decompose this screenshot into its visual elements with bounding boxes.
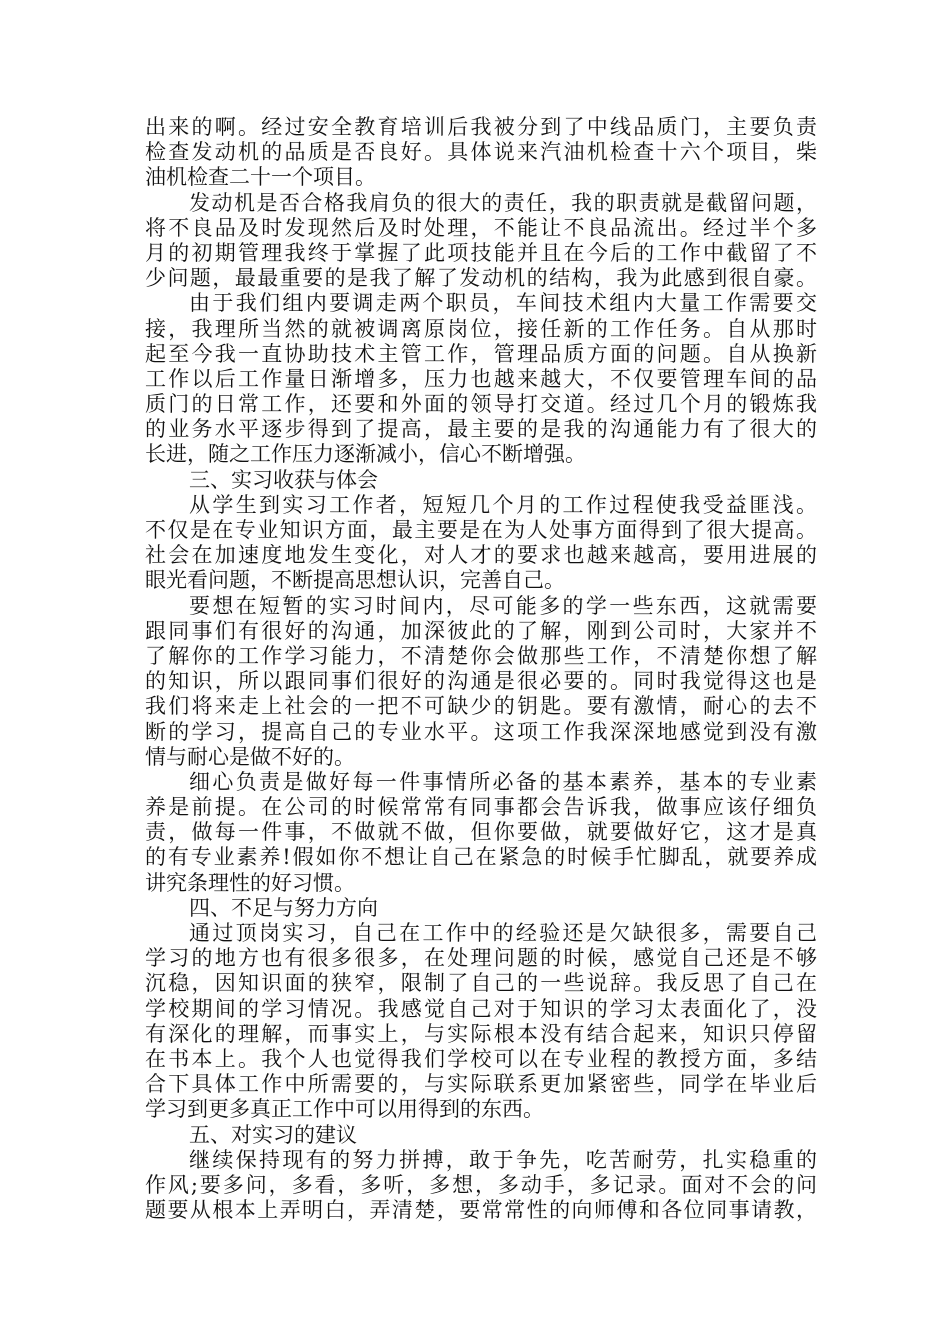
text-line: 继续保持现有的努力拼搏，敢于争先，吃苦耐劳，扎实稳重的: [189, 1147, 817, 1172]
text-line: 的业务水平逐步得到了提高，最主要的是我的沟通能力有了很大的: [145, 417, 817, 442]
text-line: 质门的日常工作，还要和外面的领导打交道。经过几个月的锻炼我: [145, 392, 817, 417]
text-line: 三、实习收获与体会: [189, 467, 378, 492]
text-line: 眼光看问题，不断提高思想认识，完善自己。: [145, 568, 565, 593]
text-line: 学校期间的学习情况。我感觉自己对于知识的学习太表面化了，没: [145, 996, 817, 1021]
text-line: 的有专业素养!假如你不想让自己在紧急的时候手忙脚乱，就要养成: [145, 845, 817, 870]
text-line: 接，我理所当然的就被调离原岗位，接任新的工作任务。自从那时: [145, 316, 817, 341]
text-line: 将不良品及时发现然后及时处理，不能让不良品流出。经过半个多: [145, 215, 817, 240]
text-line: 发动机是否合格我肩负的很大的责任，我的职责就是截留问题，: [189, 190, 817, 215]
text-line: 有深化的理解，而事实上，与实际根本没有结合起来，知识只停留: [145, 1021, 817, 1046]
text-line: 学习的地方也有很多很多，在处理问题的时候，感觉自己还是不够: [145, 946, 817, 971]
text-line: 题要从根本上弄明白，弄清楚，要常常性的向师傅和各位同事请教，: [145, 1198, 817, 1223]
text-line: 学习到更多真正工作中可以用得到的东西。: [145, 1097, 544, 1122]
text-line: 起至今我一直协助技术主管工作，管理品质方面的问题。自从换新: [145, 341, 817, 366]
text-line: 讲究条理性的好习惯。: [145, 870, 355, 895]
text-line: 情与耐心是做不好的。: [145, 744, 355, 769]
text-line: 工作以后工作量日渐增多，压力也越来越大，不仅要管理车间的品: [145, 366, 817, 391]
text-line: 不仅是在专业知识方面，最主要是在为人处事方面得到了很大提高。: [145, 518, 817, 542]
text-line: 检查发动机的品质是否良好。具体说来汽油机检查十六个项目，柴: [145, 140, 817, 165]
text-line: 在书本上。我个人也觉得我们学校可以在专业程的教授方面，多结: [145, 1046, 817, 1071]
text-line: 出来的啊。经过安全教育培训后我被分到了中线品质门，主要负责: [145, 115, 817, 139]
text-line: 少问题，最最重要的是我了解了发动机的结构，我为此感到很自豪。: [145, 266, 817, 291]
text-line: 通过顶岗实习，自己在工作中的经验还是欠缺很多，需要自己: [189, 921, 817, 945]
text-line: 要想在短暂的实习时间内，尽可能多的学一些东西，这就需要: [189, 593, 817, 618]
text-line: 断的学习，提高自己的专业水平。这项工作我深深地感觉到没有激: [145, 719, 817, 744]
text-line: 合下具体工作中所需要的，与实际联系更加紧密些，同学在毕业后: [145, 1072, 817, 1097]
text-line: 了解你的工作学习能力，不清楚你会做那些工作，不清楚你想了解: [145, 643, 817, 668]
text-line: 五、对实习的建议: [189, 1122, 357, 1147]
text-line: 的知识，所以跟同事们很好的沟通是很必要的。同时我觉得这也是: [145, 669, 817, 694]
text-line: 责，做每一件事，不做就不做，但你要做，就要做好它，这才是真: [145, 820, 817, 845]
text-line: 四、不足与努力方向: [189, 895, 378, 920]
text-line: 月的初期管理我终于掌握了此项技能并且在今后的工作中截留了不: [145, 240, 817, 265]
text-line: 我们将来走上社会的一把不可缺少的钥匙。要有激情，耐心的去不: [145, 694, 817, 719]
text-line: 跟同事们有很好的沟通，加深彼此的了解，刚到公司时，大家并不: [145, 618, 817, 643]
text-line: 油机检查二十一个项目。: [145, 165, 376, 190]
document-page: [145, 115, 817, 1223]
text-line: 从学生到实习工作者，短短几个月的工作过程使我受益匪浅。: [189, 492, 817, 517]
text-line: 作风;要多问，多看，多听，多想，多动手，多记录。面对不会的问: [145, 1172, 817, 1197]
text-line: 细心负责是做好每一件事情所必备的基本素养，基本的专业素: [189, 769, 817, 794]
text-line: 由于我们组内要调走两个职员，车间技术组内大量工作需要交: [189, 291, 817, 316]
text-line: 沉稳，因知识面的狭窄，限制了自己的一些说辞。我反思了自己在: [145, 971, 817, 996]
text-line: 长进，随之工作压力逐渐减小，信心不断增强。: [145, 442, 586, 467]
text-line: 养是前提。在公司的时候常常有同事都会告诉我，做事应该仔细负: [145, 795, 817, 820]
text-line: 社会在加速度地发生变化，对人才的要求也越来越高，要用进展的: [145, 543, 817, 568]
